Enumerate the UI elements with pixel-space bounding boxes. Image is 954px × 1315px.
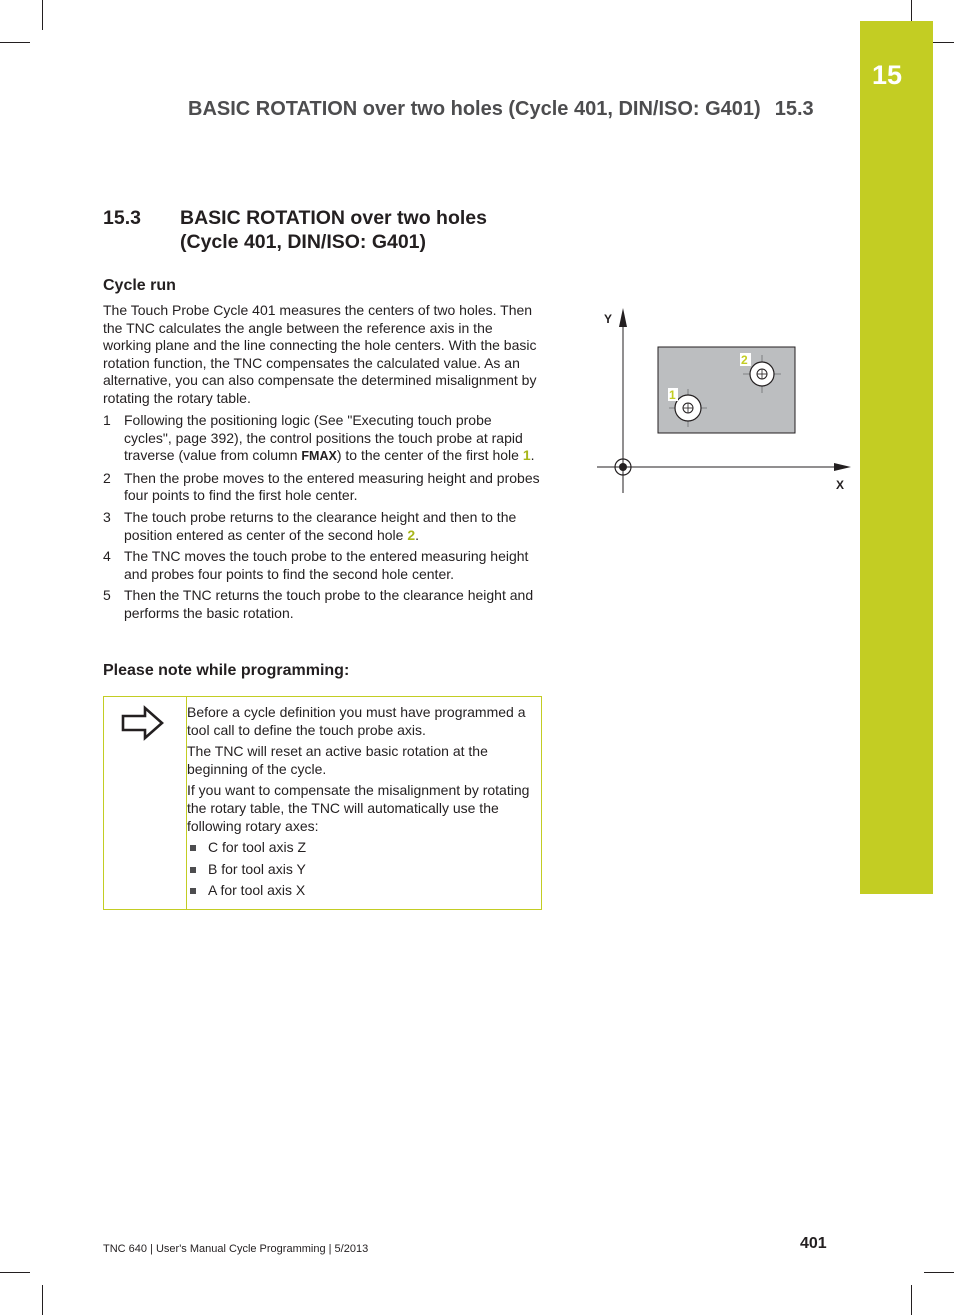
step-text: Following the positioning logic (See "Executing touch probe cycles", page 392), the control positions the touch probe at rapid traverse (value from column — [124, 412, 523, 464]
step-number: 4 — [103, 548, 111, 565]
step-number: 3 — [103, 508, 111, 525]
step-text: Then the TNC returns the touch probe to the clearance height and performs the basic rotation. — [124, 587, 534, 621]
y-axis-label: Y — [604, 312, 613, 326]
note-paragraph: If you want to compensate the misalignment by rotating the rotary table, the TNC will automatically use the following rotary axes: — [187, 782, 530, 834]
crop-mark — [0, 42, 30, 43]
fmax-code: FMAX — [301, 449, 337, 464]
list-item: A for tool axis X — [187, 882, 537, 900]
crop-mark — [42, 0, 43, 30]
running-header — [188, 98, 828, 121]
crop-mark — [924, 1272, 954, 1273]
list-item — [103, 509, 543, 544]
y-axis-arrow-icon — [619, 308, 627, 327]
chapter-tab — [860, 21, 933, 894]
list-item: C for tool axis Z — [187, 839, 537, 857]
step-text: . — [530, 447, 535, 464]
step-number: 2 — [103, 469, 111, 486]
workpiece-plate — [658, 347, 795, 433]
note-box — [103, 696, 542, 910]
section-title-line: BASIC ROTATION over two holes — [180, 207, 487, 229]
list-item — [103, 548, 543, 583]
section-number: 15.3 — [103, 207, 141, 229]
note-body — [187, 704, 537, 904]
bullet-square-icon — [190, 845, 196, 851]
programming-note-heading: Please note while programming: — [103, 662, 350, 679]
step-number: 5 — [103, 587, 111, 604]
note-paragraph: The TNC will reset an active basic rotation at the beginning of the cycle. — [187, 743, 488, 777]
section-title-line: (Cycle 401, DIN/ISO: G401) — [180, 231, 427, 253]
crop-mark — [911, 1285, 912, 1315]
section-title — [180, 206, 580, 254]
list-item — [103, 587, 543, 622]
running-header-title: BASIC ROTATION over two holes (Cycle 401, DIN/ISO: G401) — [188, 98, 761, 120]
note-paragraph: Before a cycle definition you must have programmed a tool call to define the touch probe axis. — [187, 704, 526, 738]
hole-1-label: 1 — [669, 388, 676, 402]
chapter-number: 15 — [872, 60, 903, 90]
step-number: 1 — [103, 412, 111, 428]
running-header-section: 15.3 — [774, 98, 814, 120]
cycle-run-intro: The Touch Probe Cycle 401 measures the centers of two holes. Then the TNC calculates the angle between the reference axis in the working plane and the line connecting the hole centers. With the basic rotation function, the TNC compensates the calculated value. As an alternative, you can also compensate the determined misalignment by rotating the rotary table. — [103, 302, 537, 406]
x-axis-label: X — [836, 478, 845, 492]
step-text: The touch probe returns to the clearance height and then to the position entered as center of the second hole — [124, 508, 517, 543]
step-text: . — [415, 526, 419, 543]
cycle-steps — [103, 412, 543, 627]
x-axis-arrow-icon — [834, 463, 851, 471]
list-item: B for tool axis Y — [187, 861, 537, 879]
hole-ref: 1 — [522, 447, 531, 464]
crop-mark — [0, 1272, 30, 1273]
list-item — [103, 412, 543, 466]
step-text: Then the probe moves to the entered measuring height and probes four points to find the first hole center. — [124, 469, 540, 504]
hole-ref: 2 — [407, 526, 416, 543]
crop-mark — [42, 1285, 43, 1315]
step-text: The TNC moves the touch probe to the entered measuring height and probes four points to find the second hole center. — [124, 548, 529, 582]
list-item — [103, 470, 543, 505]
bullet-square-icon — [190, 867, 196, 873]
page-number: 401 — [800, 1235, 827, 1252]
rotary-axes-list — [187, 839, 537, 900]
step-text: ) to the center of the first hole — [336, 447, 523, 464]
bullet-square-icon — [190, 888, 196, 894]
arrow-right-icon — [120, 705, 166, 741]
hole-2-label: 2 — [741, 353, 748, 367]
footer-text: TNC 640 | User's Manual Cycle Programming | 5/2013 — [103, 1243, 369, 1255]
cycle-run-heading: Cycle run — [103, 277, 176, 294]
cycle-figure — [595, 305, 855, 500]
